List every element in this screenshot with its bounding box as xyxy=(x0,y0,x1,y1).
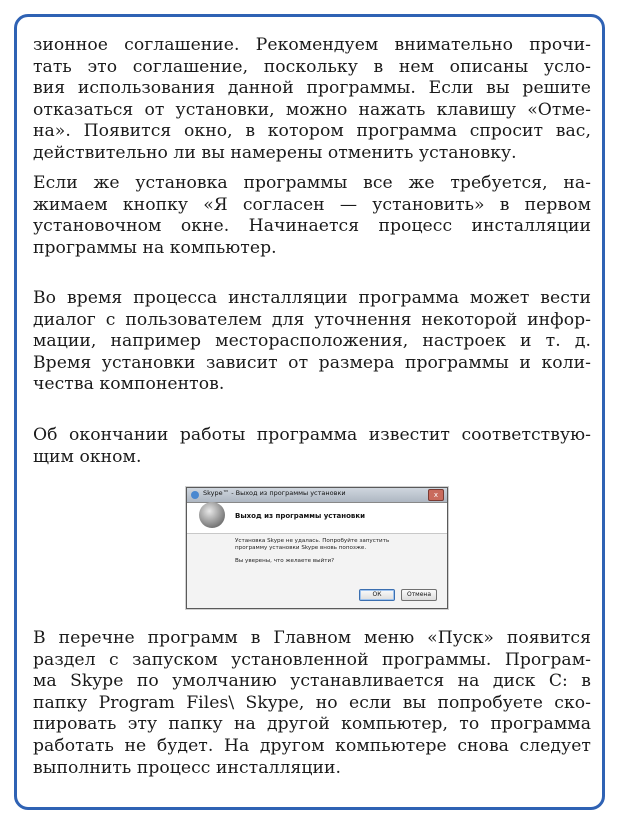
text-line: действительно ли вы намерены отменить установку. xyxy=(33,142,517,163)
text-line: работать не будет. На другом компьютере снова следует xyxy=(33,735,591,756)
text-line: жимаем кнопку «Я согласен — установить» в первом xyxy=(33,194,591,215)
text-line: зионное соглашение. Рекомендуем внимательно прочи- xyxy=(33,35,591,55)
skype-icon xyxy=(191,491,199,499)
paragraph-5 xyxy=(33,628,591,779)
text-line: папку Program Files\ Skype, но если вы попробуете ско- xyxy=(33,692,591,713)
text-line: раздел с запуском установленной программы. Програм- xyxy=(33,649,591,670)
setup-logo-icon xyxy=(199,502,225,528)
paragraph-2 xyxy=(33,173,591,259)
text-line: щим окном. xyxy=(33,446,142,467)
text-line: выполнить процесс инсталляции. xyxy=(33,757,341,778)
text-line: установочном окне. Начинается процесс инсталляции xyxy=(33,216,591,237)
text-line: отказаться от установки, можно нажать клавишу «Отме- xyxy=(33,99,591,120)
dialog-window-title: Skype™ - Выход из программы установки xyxy=(203,489,346,497)
skype-exit-dialog xyxy=(186,487,448,609)
text-line: на». Появится окно, в котором программа спросит вас, xyxy=(33,121,591,142)
text-line: вия использования данной программы. Если вы решите xyxy=(33,78,591,99)
paragraph-3 xyxy=(33,288,591,396)
text-line: тать это соглашение, поскольку в нем описаны усло- xyxy=(33,56,591,77)
dialog-header xyxy=(187,503,447,534)
cancel-button[interactable]: Отмена xyxy=(401,589,437,601)
text-line: мации, например месторасположения, настроек и т. д. xyxy=(33,331,591,352)
text-line: Если же установка программы все же требуется, на- xyxy=(33,173,591,193)
paragraph-4 xyxy=(33,425,591,468)
dialog-heading: Выход из программы установки xyxy=(235,512,365,520)
text-line: Об окончании работы программа известит соответствую- xyxy=(33,425,591,445)
dialog-question: Вы уверены, что желаете выйти? xyxy=(235,558,335,564)
paragraph-1 xyxy=(33,35,591,165)
text-line: Время установки зависит от размера программы и коли- xyxy=(33,352,591,373)
text-line: В перечне программ в Главном меню «Пуск» появится xyxy=(33,628,591,648)
text-line: диалог с пользователем для уточнення некоторой инфор- xyxy=(33,309,591,330)
text-line: чества компонентов. xyxy=(33,374,225,395)
text-line: программы на компьютер. xyxy=(33,237,277,258)
ok-button[interactable]: ОК xyxy=(359,589,395,601)
dialog-message-line: программу установки Skype вновь попозже. xyxy=(235,545,367,551)
dialog-titlebar xyxy=(187,488,447,503)
close-icon[interactable]: x xyxy=(428,489,444,501)
text-line: Во время процесса инсталляции программа может вести xyxy=(33,288,591,308)
dialog-buttons xyxy=(359,589,437,601)
dialog-message-line: Установка Skype не удалась. Попробуйте запустить xyxy=(235,538,390,544)
text-line: пировать эту папку на другой компьютер, то программа xyxy=(33,714,591,735)
text-line: ма Skype по умолчанию устанавливается на диск С: в xyxy=(33,671,591,692)
dialog-body xyxy=(235,538,435,571)
